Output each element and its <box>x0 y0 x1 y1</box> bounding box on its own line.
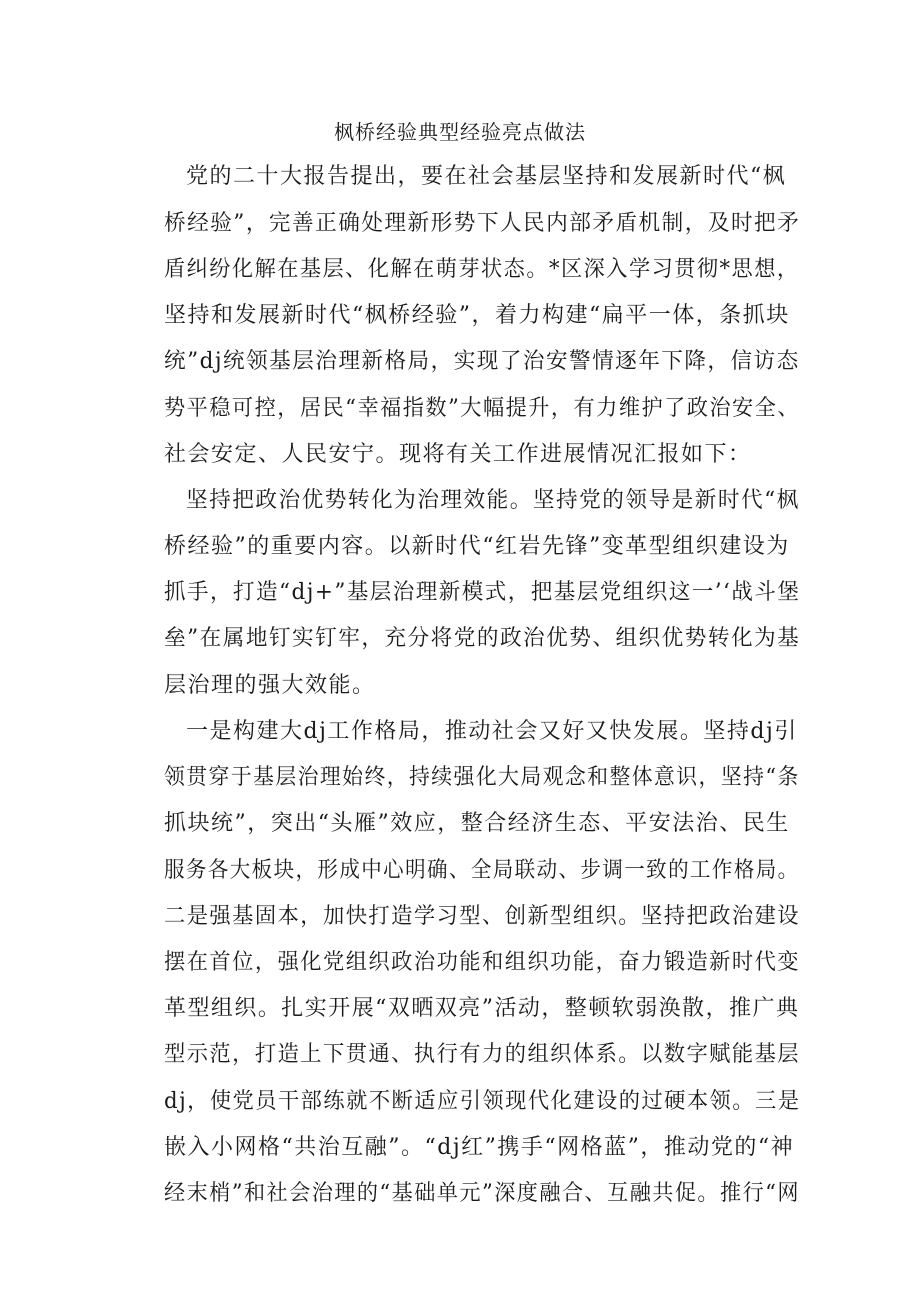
body-line: 摆在首位，强化党组织政治功能和组织功能，奋力锻造新时代变 <box>164 950 801 975</box>
body-line: 盾纠纷化解在基层、化解在萌芽状态。*区深入学习贯彻*思想， <box>164 257 800 282</box>
body-line: 坚持和发展新时代“枫桥经验”，着力构建“扁平一体，条抓块 <box>164 303 790 328</box>
document-title: 枫桥经验典型经验亮点做法 <box>334 120 586 144</box>
body-line: 领贯穿于基层治理始终，持续强化大局观念和整体意识，坚持“条 <box>164 765 800 790</box>
body-line: 二是强基固本，加快打造学习型、创新型组织。坚持把政治建设 <box>164 904 801 929</box>
body-line: 革型组织。扎实开展“双晒双亮”活动，整顿软弱涣散，推广典 <box>164 996 800 1021</box>
body-line: 桥经验”的重要内容。以新时代“红岩先锋”变革型组织建设为 <box>164 534 790 559</box>
body-line: 桥经验”，完善正确处理新形势下人民内部矛盾机制，及时把矛 <box>164 211 801 236</box>
body-line: 统”dj统领基层治理新格局，实现了治安警情逐年下降，信访态 <box>164 349 800 374</box>
body-line: 经末梢”和社会治理的“基础单元”深度融合、互融共促。推行“网 <box>164 1181 800 1206</box>
body-line: 社会安定、人民安宁。现将有关工作进展情况汇报如下： <box>164 442 752 467</box>
body-line: 垒”在属地钉实钉牢，充分将党的政治优势、组织优势转化为基 <box>164 626 801 651</box>
body-line: 层治理的强大效能。 <box>164 673 376 698</box>
body-line: 服务各大板块，形成中心明确、全局联动、步调一致的工作格局。 <box>164 858 800 883</box>
body-line: dj，使党员干部练就不断适应引领现代化建设的过硬本领。三是 <box>164 1089 801 1114</box>
body-line: 一是构建大dj工作格局，推动社会又好又快发展。坚持dj引 <box>186 719 798 744</box>
body-line: 型示范，打造上下贯通、执行有力的组织体系。以数字赋能基层 <box>164 1042 801 1067</box>
body-line: 抓块统”，突出“头雁”效应，整合经济生态、平安法治、民生 <box>164 811 790 836</box>
body-line: 党的二十大报告提出，要在社会基层坚持和发展新时代“枫 <box>186 164 787 189</box>
body-line: 坚持把政治优势转化为治理效能。坚持党的领导是新时代“枫 <box>186 488 800 513</box>
body-line: 抓手，打造“dj+”基层治理新模式，把基层党组织这一’‘战斗堡 <box>164 580 801 605</box>
body-line: 嵌入小网格“共治互融”。“dj红”携手“网格蓝”，推动党的“神 <box>164 1135 795 1160</box>
body-line: 势平稳可控，居民“幸福指数”大幅提升，有力维护了政治安全、 <box>164 396 800 421</box>
